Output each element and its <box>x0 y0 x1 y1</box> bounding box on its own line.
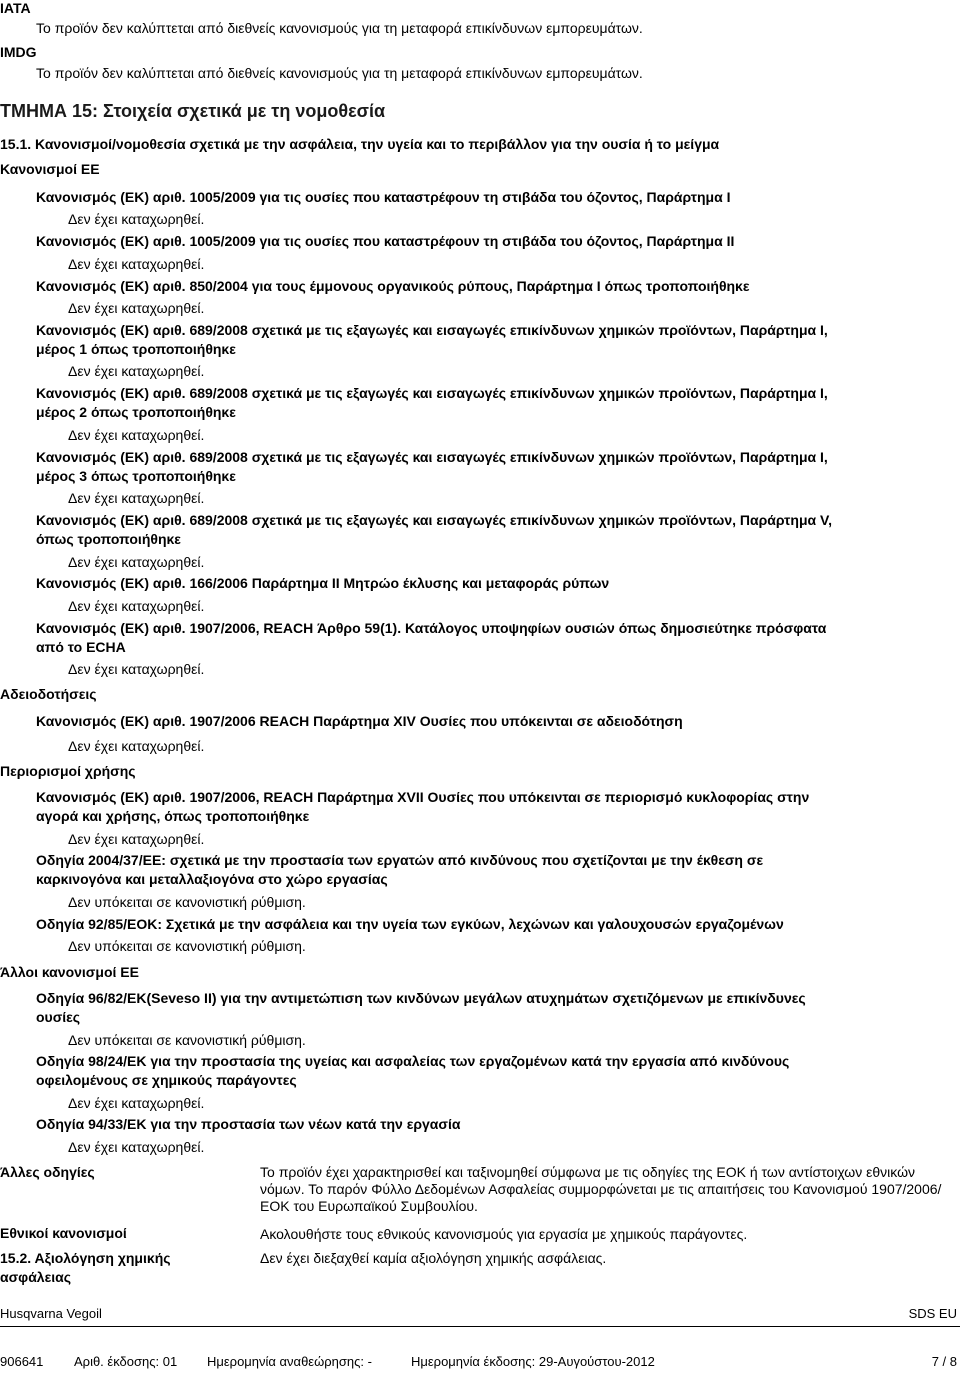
reg-689-2008-part-1-cont: μέρος 1 όπως τροποποιήθηκε <box>36 341 236 357</box>
reg-status: Δεν υπόκειται σε κανονιστική ρύθμιση. <box>68 894 306 910</box>
reg-1907-2006-annex-14: Κανονισμός (ΕΚ) αριθ. 1907/2006 REACH Παράρτημα XIV Ουσίες που υπόκεινται σε αδειοδότηση <box>36 713 683 729</box>
footer-company: Husqvarna Vegoil <box>0 1306 102 1321</box>
reg-status: Δεν έχει καταχωρηθεί. <box>68 300 205 316</box>
reg-1907-2006-art59: Κανονισμός (ΕΚ) αριθ. 1907/2006, REACH Άρθρο 59(1). Κατάλογος υποψηφίων ουσιών όπως δημοσιεύτηκε πρόσφατα <box>36 620 827 636</box>
reg-689-2008-part-2: Κανονισμός (ΕΚ) αριθ. 689/2008 σχετικά με τις εξαγωγές και εισαγωγές επικίνδυνων χημικών προϊόντων, Παράρτημα I, <box>36 385 828 401</box>
directive-96-82: Οδηγία 96/82/ΕΚ(Seveso II) για την αντιμετώπιση των κινδύνων μεγάλων ατυχημάτων σχετιζόμενων με επικίνδυνες <box>36 990 806 1006</box>
authorisations-label: Αδειοδοτήσεις <box>0 686 97 702</box>
national-regulations-label: Εθνικοί κανονισμοί <box>0 1225 127 1241</box>
directive-92-85: Οδηγία 92/85/ΕΟΚ: Σχετικά με την ασφάλεια και την υγεία των εγκύων, λεχώνων και γαλουχουσών εργαζομένων <box>36 916 784 932</box>
reg-status: Δεν έχει καταχωρηθεί. <box>68 831 205 847</box>
footer-issue-number: Αριθ. έκδοσης: 01 <box>74 1354 178 1369</box>
reg-status: Δεν έχει καταχωρηθεί. <box>68 363 205 379</box>
footer-doc-type: SDS EU <box>908 1306 957 1321</box>
reg-1005-2009-annex-1: Κανονισμός (ΕΚ) αριθ. 1005/2009 για τις ουσίες που καταστρέφουν τη στιβάδα του όζοντος, Παράρτημα I <box>36 189 731 205</box>
reg-166-2006: Κανονισμός (ΕΚ) αριθ. 166/2006 Παράρτημα II Μητρώο έκλυσης και μεταφοράς ρύπων <box>36 575 610 591</box>
reg-1005-2009-annex-2: Κανονισμός (ΕΚ) αριθ. 1005/2009 για τις ουσίες που καταστρέφουν τη στιβάδα του όζοντος, Παράρτημα II <box>36 233 735 249</box>
other-eu-regulations-label: Άλλοι κανονισμοί ΕΕ <box>0 964 139 980</box>
reg-689-2008-annex-5: Κανονισμός (ΕΚ) αριθ. 689/2008 σχετικά με τις εξαγωγές και εισαγωγές επικίνδυνων χημικών προϊόντων, Παράρτημα V, <box>36 512 832 528</box>
reg-status: Δεν έχει καταχωρηθεί. <box>68 211 205 227</box>
imdg-text: Το προϊόν δεν καλύπτεται από διεθνείς κανονισμούς για τη μεταφορά επικίνδυνων εμπορευμάτων. <box>36 65 643 81</box>
directive-94-33: Οδηγία 94/33/ΕΚ για την προστασία των νέων κατά την εργασία <box>36 1116 461 1132</box>
chemical-safety-assessment-text: Δεν έχει διεξαχθεί καμία αξιολόγηση χημικής ασφάλειας. <box>260 1250 607 1266</box>
reg-status: Δεν έχει καταχωρηθεί. <box>68 598 205 614</box>
reg-status: Δεν έχει καταχωρηθεί. <box>68 1095 205 1111</box>
reg-850-2004: Κανονισμός (ΕΚ) αριθ. 850/2004 για τους έμμονους οργανικούς ρύπους, Παράρτημα I όπως τροποποιήθηκε <box>36 278 750 294</box>
subsection-15-2: 15.2. Αξιολόγηση χημικής <box>0 1250 171 1266</box>
reg-status: Δεν έχει καταχωρηθεί. <box>68 738 205 754</box>
other-guidelines-text: Το προϊόν έχει χαρακτηρισθεί και ταξινομηθεί σύμφωνα με τις οδηγίες της ΕΟΚ ή των αντίστοιχων εθνικών νόμων. Το παρόν Φύλλο Δεδομένων Ασφαλείας συμμορφώνεται με τις απαιτήσεις του Κανονισμού 1907/2006/ΕΟΚ του Ευρωπαϊκού Συμβουλίου. <box>260 1164 942 1214</box>
directive-2004-37-cont: καρκινογόνα και μεταλλαξιογόνα στο χώρο εργασίας <box>36 871 388 887</box>
reg-status: Δεν έχει καταχωρηθεί. <box>68 554 205 570</box>
reg-689-2008-part-1: Κανονισμός (ΕΚ) αριθ. 689/2008 σχετικά με τις εξαγωγές και εισαγωγές επικίνδυνων χημικών προϊόντων, Παράρτημα I, <box>36 322 828 338</box>
directive-98-24-cont: οφειλομένους σε χημικούς παράγοντες <box>36 1072 297 1088</box>
reg-status: Δεν έχει καταχωρηθεί. <box>68 256 205 272</box>
directive-98-24: Οδηγία 98/24/ΕΚ για την προστασία της υγείας και ασφαλείας των εργαζομένων κατά την εργασία από κινδύνους <box>36 1053 790 1069</box>
imdg-label: IMDG <box>0 44 37 60</box>
footer-issue-date: Ημερομηνία έκδοσης: 29-Αυγούστου-2012 <box>411 1354 655 1369</box>
footer-product-code: 906641 <box>0 1354 44 1369</box>
reg-689-2008-part-3-cont: μέρος 3 όπως τροποποιήθηκε <box>36 468 236 484</box>
subsection-15-2-cont: ασφάλειας <box>0 1269 72 1285</box>
reg-status: Δεν έχει καταχωρηθεί. <box>68 427 205 443</box>
reg-689-2008-annex-5-cont: όπως τροποποιήθηκε <box>36 531 181 547</box>
subsection-15-1: 15.1. Κανονισμοί/νομοθεσία σχετικά με την ασφάλεια, την υγεία και το περιβάλλον για την ουσία ή το μείγμα <box>0 136 720 152</box>
footer-divider <box>0 1326 960 1327</box>
iata-text: Το προϊόν δεν καλύπτεται από διεθνείς κανονισμούς για τη μεταφορά επικίνδυνων εμπορευμάτων. <box>36 20 643 36</box>
other-guidelines-label: Άλλες οδηγίες <box>0 1164 95 1180</box>
directive-2004-37: Οδηγία 2004/37/ΕΕ: σχετικά με την προστασία των εργατών από κινδύνους που σχετίζονται με την έκθεση σε <box>36 852 764 868</box>
reg-status: Δεν υπόκειται σε κανονιστική ρύθμιση. <box>68 938 306 954</box>
reg-689-2008-part-3: Κανονισμός (ΕΚ) αριθ. 689/2008 σχετικά με τις εξαγωγές και εισαγωγές επικίνδυνων χημικών προϊόντων, Παράρτημα I, <box>36 449 828 465</box>
reg-status: Δεν έχει καταχωρηθεί. <box>68 661 205 677</box>
directive-96-82-cont: ουσίες <box>36 1009 81 1025</box>
section-title: ΤΜΗΜΑ 15: Στοιχεία σχετικά με τη νομοθεσία <box>0 101 386 121</box>
reg-status: Δεν έχει καταχωρηθεί. <box>68 490 205 506</box>
restrictions-label: Περιορισμοί χρήσης <box>0 763 136 779</box>
reg-1907-2006-annex-17-cont: αγορά και χρήσης, όπως τροποποιήθηκε <box>36 808 310 824</box>
footer-revision-date: Ημερομηνία αναθεώρησης: - <box>207 1354 372 1369</box>
reg-689-2008-part-2-cont: μέρος 2 όπως τροποποιήθηκε <box>36 404 236 420</box>
footer-page-number: 7 / 8 <box>931 1354 957 1369</box>
reg-status: Δεν έχει καταχωρηθεί. <box>68 1139 205 1155</box>
reg-1907-2006-annex-17: Κανονισμός (ΕΚ) αριθ. 1907/2006, REACH Παράρτημα XVII Ουσίες που υπόκεινται σε περιορισμό κυκλοφορίας στην <box>36 789 810 805</box>
iata-label: IATA <box>0 0 31 16</box>
reg-status: Δεν υπόκειται σε κανονιστική ρύθμιση. <box>68 1032 306 1048</box>
reg-1907-2006-art59-cont: από το ECHA <box>36 639 126 655</box>
national-regulations-text: Ακολουθήστε τους εθνικούς κανονισμούς για εργασία με χημικούς παράγοντες. <box>260 1226 748 1242</box>
eu-regulations-label: Κανονισμοί ΕΕ <box>0 161 100 177</box>
